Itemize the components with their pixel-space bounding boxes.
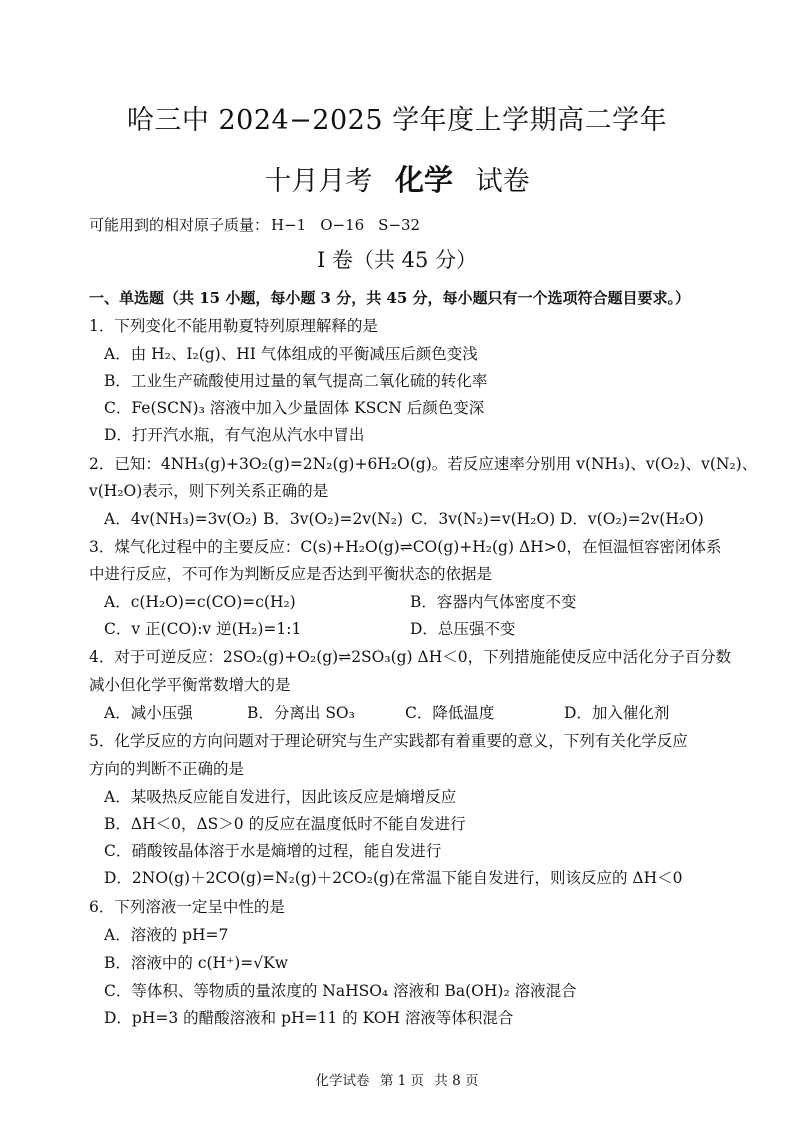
question-3-option-a: A．c(H₂O)=c(CO)=c(H₂) xyxy=(104,593,296,611)
question-1-option-b: B．工业生产硫酸使用过量的氧气提高二氧化硫的转化率 xyxy=(104,372,488,390)
question-3-option-b: B．容器内气体密度不变 xyxy=(410,593,577,611)
question-2-stem: 2．已知：4NH₃(g)+3O₂(g)=2N₂(g)+6H₂O(g)。若反应速率分别用 v(NH₃)、v(O₂)、v(N₂)、 xyxy=(89,455,758,473)
question-6-stem: 6．下列溶液一定呈中性的是 xyxy=(89,898,285,916)
question-2-option-d: D．v(O₂)=2v(H₂O) xyxy=(560,510,704,528)
question-3-option-c: C．v 正(CO):v 逆(H₂)=1:1 xyxy=(104,620,302,638)
question-2-options xyxy=(104,509,704,529)
question-6-option-c: C．等体积、等物质的量浓度的 NaHSO₄ 溶液和 Ba(OH)₂ 溶液混合 xyxy=(104,982,577,1000)
question-2-option-c: C．3v(N₂)=v(H₂O) xyxy=(411,510,556,528)
question-5-option-d: D．2NO(g)＋2CO(g)=N₂(g)＋2CO₂(g)在常温下能自发进行，则该反应的 ΔH＜0 xyxy=(104,869,683,887)
subject-name: 化学 xyxy=(394,163,453,197)
question-4-stem: 减小但化学平衡常数增大的是 xyxy=(89,676,291,694)
question-6-option-d: D．pH=3 的醋酸溶液和 pH=11 的 KOH 溶液等体积混合 xyxy=(104,1009,514,1027)
question-4-option-a: A．减小压强 xyxy=(104,704,193,722)
question-1-option-c: C．Fe(SCN)₃ 溶液中加入少量固体 KSCN 后颜色变深 xyxy=(104,399,485,417)
exam-title: 哈三中 2024−2025 学年度上学期高二学年 xyxy=(126,105,668,136)
question-1-stem: 1．下列变化不能用勒夏特列原理解释的是 xyxy=(89,317,378,335)
page-footer xyxy=(0,1069,794,1089)
question-5-option-a: A．某吸热反应能自发进行，因此该反应是熵增反应 xyxy=(104,788,457,806)
atomic-label: 可能用到的相对原子质量： xyxy=(89,216,270,234)
footer-page-number: 第 1 页 xyxy=(379,1073,424,1089)
part-title: I 卷（共 45 分） xyxy=(316,248,478,272)
question-4-stem: 4．对于可逆反应：2SO₂(g)+O₂(g)⇌2SO₃(g) ΔH＜0，下列措施能使反应中活化分子百分数 xyxy=(89,648,732,666)
question-4-option-d: D．加入催化剂 xyxy=(564,704,670,722)
subtitle-left: 十月月考 xyxy=(264,166,373,197)
footer-subject: 化学试卷 xyxy=(315,1073,370,1089)
question-1-option-a: A．由 H₂、I₂(g)、HI 气体组成的平衡减压后颜色变浅 xyxy=(104,345,478,363)
question-5-option-c: C．硝酸铵晶体溶于水是熵增的过程，能自发进行 xyxy=(104,842,442,860)
question-5-stem: 5．化学反应的方向问题对于理论研究与生产实践都有着重要的意义，下列有关化学反应 xyxy=(89,732,688,750)
atomic-mass: S−32 xyxy=(378,216,421,234)
section-heading: 一、单选题（共 15 小题，每小题 3 分，共 45 分，每小题只有一个选项符合题目要求。） xyxy=(89,289,691,307)
question-6-option-b: B．溶液中的 c(H⁺)=√Kw xyxy=(104,954,289,972)
subtitle-right: 试卷 xyxy=(475,166,530,197)
question-4-option-c: C．降低温度 xyxy=(405,704,495,722)
question-5-option-b: B．ΔH＜0，ΔS＞0 的反应在温度低时不能自发进行 xyxy=(104,815,466,833)
atomic-mass: H−1 xyxy=(271,216,307,234)
question-1-option-d: D．打开汽水瓶，有气泡从汽水中冒出 xyxy=(104,426,365,444)
question-4-options xyxy=(104,703,669,723)
exam-subtitle xyxy=(0,158,794,199)
question-3-stem: 中进行反应，不可作为判断反应是否达到平衡状态的依据是 xyxy=(89,565,493,583)
question-3-stem: 3．煤气化过程中的主要反应：C(s)+H₂O(g)⇌CO(g)+H₂(g) ΔH>0，在恒温恒容密闭体系 xyxy=(89,538,722,556)
question-4-option-b: B．分离出 SO₃ xyxy=(247,704,355,722)
question-2-option-b: B．3v(O₂)=2v(N₂) xyxy=(263,510,403,528)
question-2-stem: v(H₂O)表示，则下列关系正确的是 xyxy=(89,482,329,500)
atomic-mass: O−16 xyxy=(320,216,365,234)
question-3-option-d: D．总压强不变 xyxy=(410,620,516,638)
question-5-stem: 方向的判断不正确的是 xyxy=(89,760,245,778)
question-6-option-a: A．溶液的 pH=7 xyxy=(104,926,229,944)
footer-total-pages: 共 8 页 xyxy=(434,1073,479,1089)
atomic-masses xyxy=(89,214,434,235)
question-2-option-a: A．4v(NH₃)=3v(O₂) xyxy=(104,510,258,528)
